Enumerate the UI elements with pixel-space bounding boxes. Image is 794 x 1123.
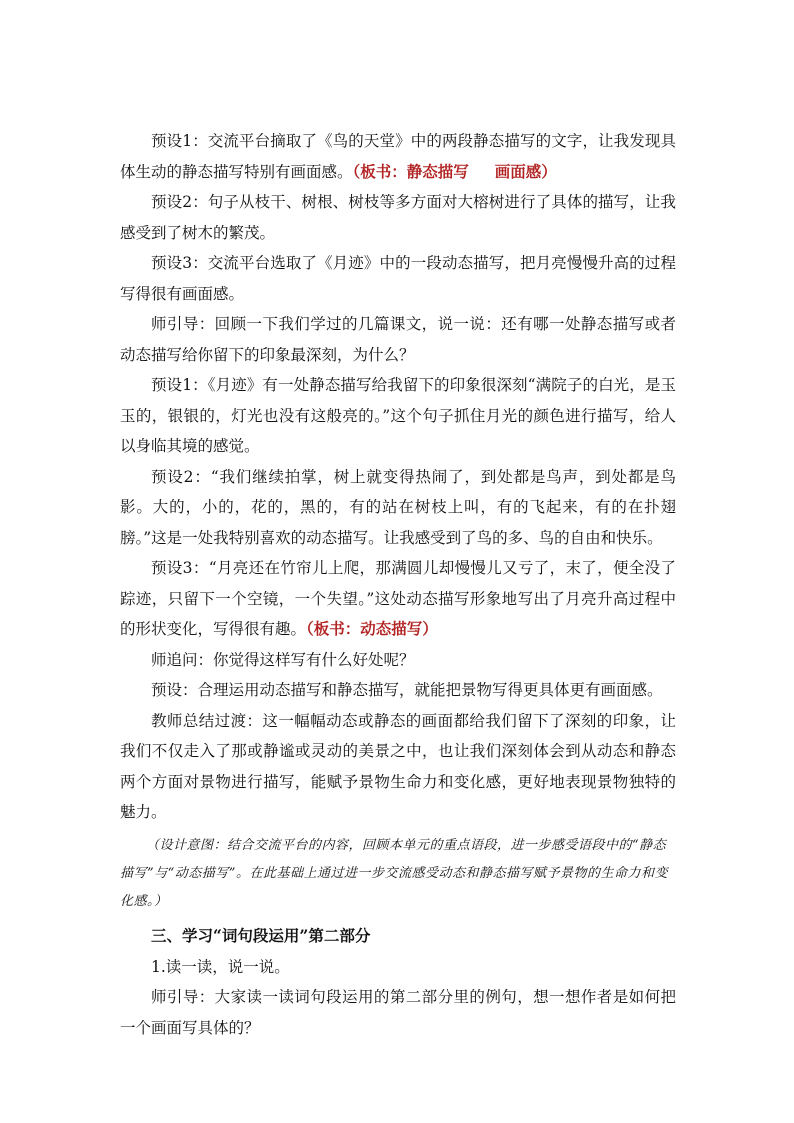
board-note-static: （板书：静态描写 <box>352 161 469 181</box>
design-intent-note: （设计意图：结合交流平台的内容，回顾本单元的重点语段，进一步感受语段中的“静态描写”与“动态描写”。在此基础上通过进一步交流感受动态和静态描写赋予景物的生命力和变化感。） <box>120 837 668 909</box>
paragraph-teacher-question: 师追问：你觉得这样写有什么好处呢？ <box>151 650 415 669</box>
paragraph-preset-answer: 预设：合理运用动态描写和静态描写，就能把景物写得更具体更有画面感。 <box>151 681 663 699</box>
paragraph-preset-2: 预设2：句子从枝干、树根、树枝等多方面对大榕树进行了具体的描写，让我感受到了树木的繁茂。 <box>120 193 676 242</box>
paragraph-teacher-summary: 教师总结过渡：这一幅幅动态或静态的画面都给我们留下了深刻的印象，让我们不仅走入了那或静谧或灵动的美景之中，也让我们深刻体会到从动态和静态两个方面对景物进行描写，能赋予景物生命力和变化感，更好地表现景物独特的魅力。 <box>120 711 676 821</box>
board-note-picture: 画面感） <box>494 161 557 181</box>
paragraph-preset-3b <box>120 553 676 645</box>
paragraph-preset-1 <box>120 126 676 187</box>
paragraph-teacher-guide: 师引导：回顾一下我们学过的几篇课文，说一说：还有哪一处静态描写或者动态描写给你留下的印象最深刻，为什么？ <box>120 315 676 364</box>
section-item-guide: 师引导：大家读一读词句段运用的第二部分里的例句，想一想作者是如何把一个画面写具体的？ <box>120 988 676 1037</box>
paragraph-text: 预设1：交流平台摘取了《鸟的天堂》中的两段静态描写的文字，让我发现具体生动的静态描写特别有画面感。 <box>120 132 676 181</box>
document-page <box>120 126 676 1043</box>
board-note-dynamic: （板书：动态描写） <box>306 619 438 638</box>
section-title: 三、学习“词句段运用”第二部分 <box>151 925 371 945</box>
paragraph-preset-1b: 预设1：《月迹》有一处静态描写给我留下的印象很深刻“满院子的白光，是玉玉的，银银的，灯光也没有这般亮的。”这个句子抓住月光的颜色进行描写，给人以身临其境的感觉。 <box>120 376 676 455</box>
paragraph-preset-3: 预设3：交流平台选取了《月迹》中的一段动态描写，把月亮慢慢升高的过程写得很有画面感。 <box>120 254 676 303</box>
section-item-read: 1.读一读，说一说。 <box>151 957 290 976</box>
paragraph-text: 预设3：“月亮还在竹帘儿上爬，那满圆儿却慢慢儿又亏了，末了，便全没了踪迹，只留下一个空镜，一个失望。”这处动态描写形象地写出了月亮升高过程中的形状变化，写得很有趣。 <box>120 559 676 638</box>
paragraph-preset-2b: 预设2：“我们继续拍掌，树上就变得热闹了，到处都是鸟声，到处都是鸟影。大的，小的，花的，黑的，有的站在树枝上叫，有的飞起来，有的在扑翅膀。”这是一处我特别喜欢的动态描写。让我感受到了鸟的多、鸟的自由和快乐。 <box>120 467 676 547</box>
